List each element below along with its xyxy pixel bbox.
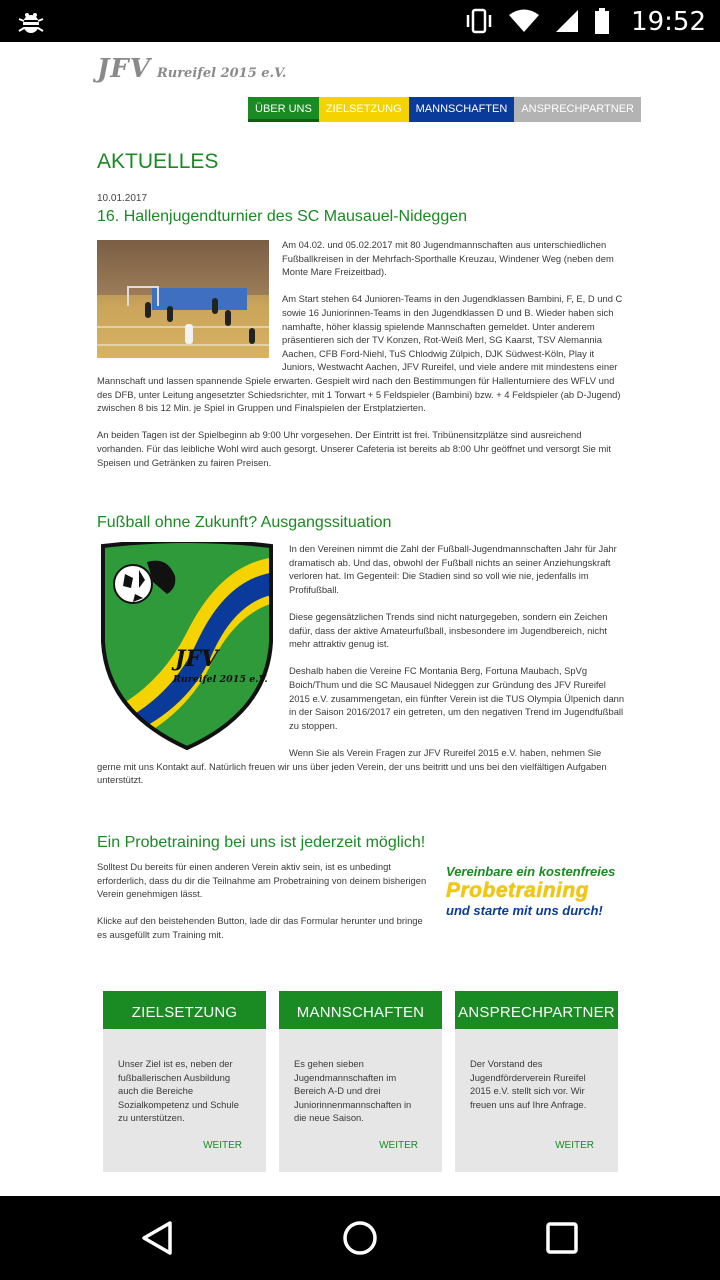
logo-subtext: Rureifel 2015 e.V.: [156, 66, 287, 81]
battery-icon: [594, 8, 610, 34]
card-title[interactable]: ANSPRECHPARTNER: [455, 991, 618, 1029]
card-more-link[interactable]: WEITER: [379, 1140, 418, 1151]
article-paragraph: An beiden Tagen ist der Spielbeginn ab 9:00 Uhr vorgesehen. Der Eintritt ist frei. Tribünensitzplätze sind ausreichend vorhanden. Für das leibliche Wohl wird auch gesorgt. Unserer Cafeteria ist bereits ab 8:00 Uhr geöffnet und versorgt Sie mit Speisen und Getränken zu fairen Preisen.: [97, 429, 611, 468]
signal-icon: [554, 8, 580, 34]
section-title: AKTUELLES: [97, 150, 219, 173]
system-nav-bar: [0, 1196, 720, 1280]
article-hallenturnier: [97, 238, 625, 483]
crest-text: JFV: [175, 646, 219, 672]
wifi-icon: [508, 8, 540, 34]
nav-zielsetzung[interactable]: ZIELSETZUNG: [319, 97, 409, 122]
card-title[interactable]: ZIELSETZUNG: [103, 991, 266, 1029]
bug-notification-icon: [16, 7, 46, 37]
ad-line-3: und starte mit uns durch!: [446, 903, 603, 918]
post-title-hallenturnier[interactable]: 16. Hallenjugendturnier des SC Mausauel-Nideggen: [97, 208, 468, 225]
card-text: Unser Ziel ist es, neben der fußballerischen Ausbildung auch die Bereiche Sozialkompetenz und Schule zu unterstützen.: [118, 1058, 239, 1124]
main-nav: [248, 97, 641, 122]
web-page: [0, 42, 720, 1196]
logo-text: JFV: [97, 54, 151, 84]
card-text: Es gehen sieben Jugendmannschaften im Bereich A-D und drei Juniorinnenmannschaften in die neue Saison.: [294, 1058, 412, 1124]
article-probetraining: [97, 860, 432, 955]
card-more-link[interactable]: WEITER: [203, 1140, 242, 1151]
back-icon[interactable]: [138, 1218, 178, 1258]
nav-mannschaften[interactable]: MANNSCHAFTEN: [409, 97, 515, 122]
ad-line-2: Probetraining: [446, 879, 590, 902]
article-ausgangssituation: [97, 542, 625, 800]
article-paragraph: In den Vereinen nimmt die Zahl der Fußball-Jugendmannschaften Jahr für Jahr dramatisch ab. Und das, obwohl der Fußball nichts an seiner Anziehungskraft verloren hat. Im Gegenteil: Die Stadien sind so voll wie nie, jedenfalls im Profifußball.: [289, 543, 617, 595]
post-date: 10.01.2017: [97, 193, 148, 204]
article-paragraph: Am 04.02. und 05.02.2017 mit 80 Jugendmannschaften aus unterschiedlichen Fußballkreisen in der Mehrfach-Sporthalle Kreuzau, Windener Weg (neben dem Monte Mare Freizeitbad).: [282, 239, 614, 278]
nav-ansprechpartner[interactable]: ANSPRECHPARTNER: [514, 97, 641, 122]
article-paragraph: Deshalb haben die Vereine FC Montania Berg, Fortuna Maubach, SpVg Boich/Thum und die SC Mausauel Nideggen zur Gründung des JFV Rureifel 2015 e.V. zusammengetan, ein fünfter Verein ist die TUS Olympia Ülpenich dann in der Saison 2016/2017 ein getreten, um den negativen Trend im Jugendfußball zu stoppen.: [289, 665, 625, 731]
card-title[interactable]: MANNSCHAFTEN: [279, 991, 442, 1029]
hall-photo: [97, 240, 269, 358]
probetraining-button[interactable]: [446, 864, 624, 918]
article-paragraph: Klicke auf den beistehenden Button, lade dir das Formular herunter und bringe es ausgefüllt zum Training mit.: [97, 915, 423, 940]
clock: 19:52: [631, 7, 706, 37]
home-icon[interactable]: [340, 1218, 380, 1258]
card-mannschaften: [279, 991, 442, 1172]
post-title-ausgangssituation[interactable]: Fußball ohne Zukunft? Ausgangssituation: [97, 514, 392, 531]
article-paragraph: Diese gegensätzlichen Trends sind nicht naturgegeben, sondern ein Zeichen dafür, dass der aktive Amateurfußball, insbesondere im Jugendbereich, nicht mehr attraktiv genug ist.: [289, 610, 608, 650]
article-paragraph: Am Start stehen 64 Junioren-Teams in den Jugendklassen Bambini, F, E, D und C sowie 16 Juniorinnen-Teams in den Jugendklassen D und B. Wieder haben sich namhafte, höher klassig spielende Mannschaften gemeldet. Unter anderem präsentieren sich der TV Konzen, Rot-Weiß Merl, SG Kaarst, TSV Alemannia Aachen, CFB Ford-Niehl, TuS Chlodwig Zülpich, DJK Südwest-Köln, Play it Juniors, Westwacht Aachen, JFV Rureifel, und viele andere mit mindestens einer Mannschaft und lassen spannende Spiele erwarten. Gespielt wird nach den Bestimmungen für Hallenturniere des WFLV und des DFB, unter Leitung angesetzter Schiedsrichter, mit 1 Torwart + 5 Feldspieler (Bambini) bzw. + 4 Feldspieler (ab D-Jugend) zwischen 8 bis 12 Min. je Spiel in Gruppen und Finalspielen der Erstplatzierten.: [97, 293, 623, 414]
article-paragraph: Solltest Du bereits für einen anderen Verein aktiv sein, ist es unbedingt erforderlich, dass du dir die Teilnahme am Probetraining von deinem bisherigen Verein genehmigen lässt.: [97, 861, 427, 900]
card-text: Der Vorstand des Jugendförderverein Rureifel 2015 e.V. stellt sich vor. Wir freuen uns auf Ihre Anfrage.: [470, 1058, 587, 1110]
club-crest-icon: [97, 542, 277, 752]
post-title-probetraining[interactable]: Ein Probetraining bei uns ist jederzeit möglich!: [97, 834, 426, 851]
site-logo[interactable]: [97, 54, 286, 84]
status-bar: [0, 0, 720, 42]
recents-icon[interactable]: [542, 1218, 582, 1258]
article-paragraph: Wenn Sie als Verein Fragen zur JFV Rureifel 2015 e.V. haben, nehmen Sie gerne mit uns Kontakt auf. Natürlich freuen wir uns über jeden Verein, der uns beitritt und uns bei den vielfältigen Aufgaben unterstützt.: [97, 746, 607, 786]
card-zielsetzung: [103, 991, 266, 1172]
nav-ueber-uns[interactable]: ÜBER UNS: [248, 97, 319, 122]
info-cards: [103, 991, 618, 1172]
vibrate-icon: [464, 8, 494, 34]
ad-line-1: Vereinbare ein kostenfreies: [446, 864, 616, 879]
card-more-link[interactable]: WEITER: [555, 1140, 594, 1151]
card-ansprechpartner: [455, 991, 618, 1172]
crest-subtext: Rureifel 2015 e.V.: [173, 674, 268, 685]
